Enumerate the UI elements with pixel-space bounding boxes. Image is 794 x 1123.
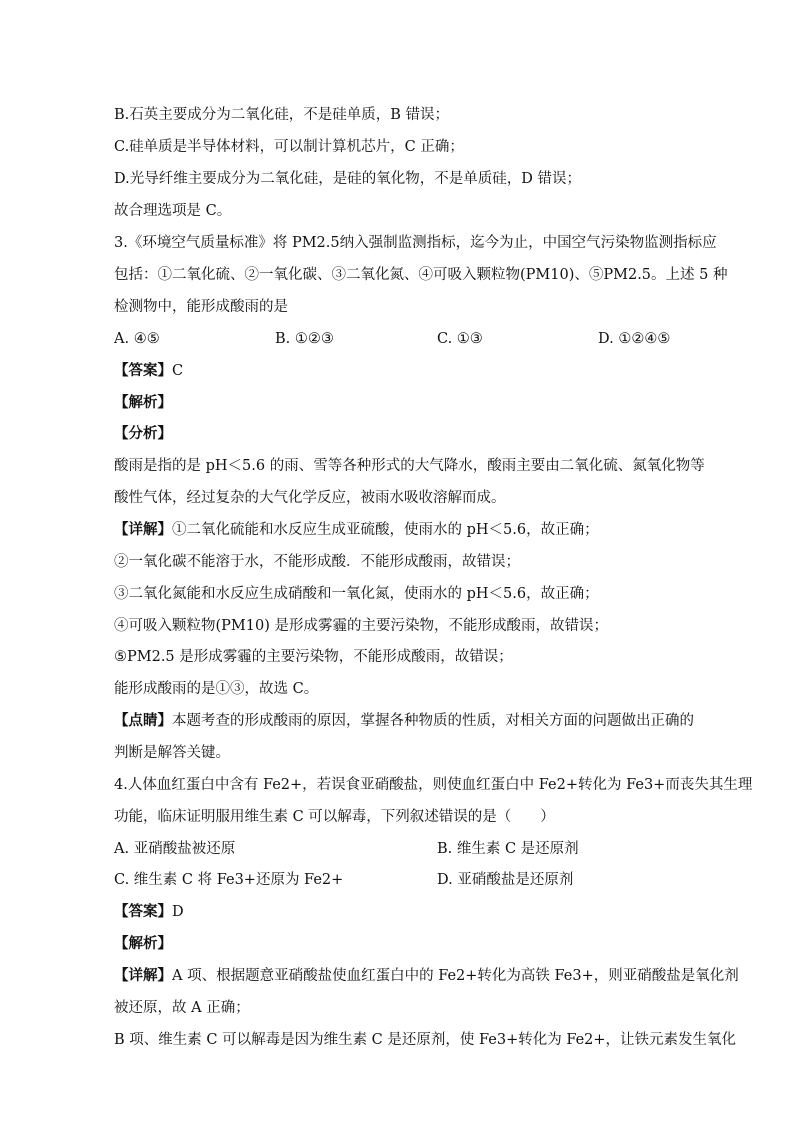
q4-option-a: A. 亚硝酸盐被还原 bbox=[114, 841, 236, 857]
detail-text: ①二氧化硫能和水反应生成亚硫酸，使雨水的 pH＜5.6，故正确； bbox=[172, 522, 599, 538]
answer-value: D bbox=[172, 904, 184, 920]
answer-label: 【答案】 bbox=[114, 362, 172, 379]
q4-stem-line2: 功能，临床证明服用维生素 C 可以解毒，下列叙述错误的是（ ） bbox=[114, 809, 555, 825]
q3-detail-4: ④可吸入颗粒物(PM10) 是形成雾霾的主要污染物，不能形成酸雨，故错误； bbox=[114, 618, 608, 634]
q4-detail-a-line2: 被还原，故 A 正确； bbox=[114, 1000, 250, 1016]
q4-stem-line1: 4.人体血红蛋白中含有 Fe2+，若误食亚硝酸盐，则使血红蛋白中 Fe2+转化为 Fe3+而丧失其生理 bbox=[114, 777, 753, 793]
q4-answer bbox=[114, 902, 184, 922]
q3-fenxi-line2: 酸性气体，经过复杂的大气化学反应，被雨水吸收溶解而成。 bbox=[114, 490, 506, 506]
q4-option-b: B. 维生素 C 是还原剂 bbox=[437, 841, 579, 857]
answer-label: 【答案】 bbox=[114, 903, 172, 920]
tip-label: 【点睛】 bbox=[114, 712, 172, 729]
q4-detail-a-line1 bbox=[114, 966, 739, 986]
q3-stem-line1: 3.《环境空气质量标准》将 PM2.5纳入强制监测指标，迄今为止，中国空气污染物监测指标应 bbox=[114, 235, 717, 251]
q3-option-b: B. ①②③ bbox=[275, 331, 334, 347]
q3-detail-conclusion: 能形成酸雨的是①③，故选 C。 bbox=[114, 681, 319, 697]
q3-answer bbox=[114, 361, 183, 381]
q4-analysis-label: 【解析】 bbox=[114, 935, 172, 952]
q2-option-d-explanation: D.光导纤维主要成分为二氧化硅，是硅的氧化物，不是单质硅，D 错误； bbox=[114, 171, 581, 187]
q3-option-d: D. ①②④⑤ bbox=[598, 331, 671, 347]
q3-stem-line2: 包括：①二氧化硫、②一氧化碳、③二氧化氮、④可吸入颗粒物(PM10)、⑤PM2.5。上述 5 种 bbox=[114, 267, 728, 283]
q3-detail-1 bbox=[114, 520, 599, 540]
q3-detail-3: ③二氧化氮能和水反应生成硝酸和一氧化氮，使雨水的 pH＜5.6，故正确； bbox=[114, 586, 599, 602]
answer-value: C bbox=[172, 363, 184, 379]
q3-tip-line2: 判断是解答关键。 bbox=[114, 745, 230, 761]
q2-option-c-explanation: C.硅单质是半导体材料，可以制计算机芯片，C 正确； bbox=[114, 139, 464, 155]
q2-conclusion: 故合理选项是 C。 bbox=[114, 203, 232, 219]
q4-detail-b-line1: B 项、维生素 C 可以解毒是因为维生素 C 是还原剂，使 Fe3+转化为 Fe2+，让铁元素发生氧化 bbox=[114, 1032, 737, 1048]
q3-option-a: A. ④⑤ bbox=[114, 331, 160, 347]
q3-detail-5: ⑤PM2.5 是形成雾霾的主要污染物，不能形成酸雨，故错误； bbox=[114, 649, 513, 665]
detail-label: 【详解】 bbox=[114, 967, 172, 984]
q3-analysis-label: 【解析】 bbox=[114, 394, 172, 411]
q3-fenxi-line1: 酸雨是指的是 pH＜5.6 的雨、雪等各种形式的大气降水，酸雨主要由二氧化硫、氮氧化物等 bbox=[114, 458, 705, 474]
q3-fenxi-label: 【分析】 bbox=[114, 425, 172, 442]
q4-option-c: C. 维生素 C 将 Fe3+还原为 Fe2+ bbox=[114, 872, 344, 888]
q3-detail-2: ②一氧化碳不能溶于水，不能形成酸．不能形成酸雨，故错误； bbox=[114, 554, 520, 570]
detail-label: 【详解】 bbox=[114, 521, 172, 538]
q3-option-c: C. ①③ bbox=[437, 331, 483, 347]
q4-option-d: D. 亚硝酸盐是还原剂 bbox=[437, 872, 574, 888]
q3-tip bbox=[114, 711, 694, 731]
q3-stem-line3: 检测物中，能形成酸雨的是 bbox=[114, 299, 288, 315]
q2-option-b-explanation: B.石英主要成分为二氧化硅，不是硅单质，B 错误； bbox=[114, 107, 450, 123]
detail-text: A 项、根据题意亚硝酸盐使血红蛋白中的 Fe2+转化为高铁 Fe3+，则亚硝酸盐是氧化剂 bbox=[172, 968, 739, 984]
tip-text: 本题考查的形成酸雨的原因，掌握各种物质的性质，对相关方面的问题做出正确的 bbox=[172, 713, 694, 729]
